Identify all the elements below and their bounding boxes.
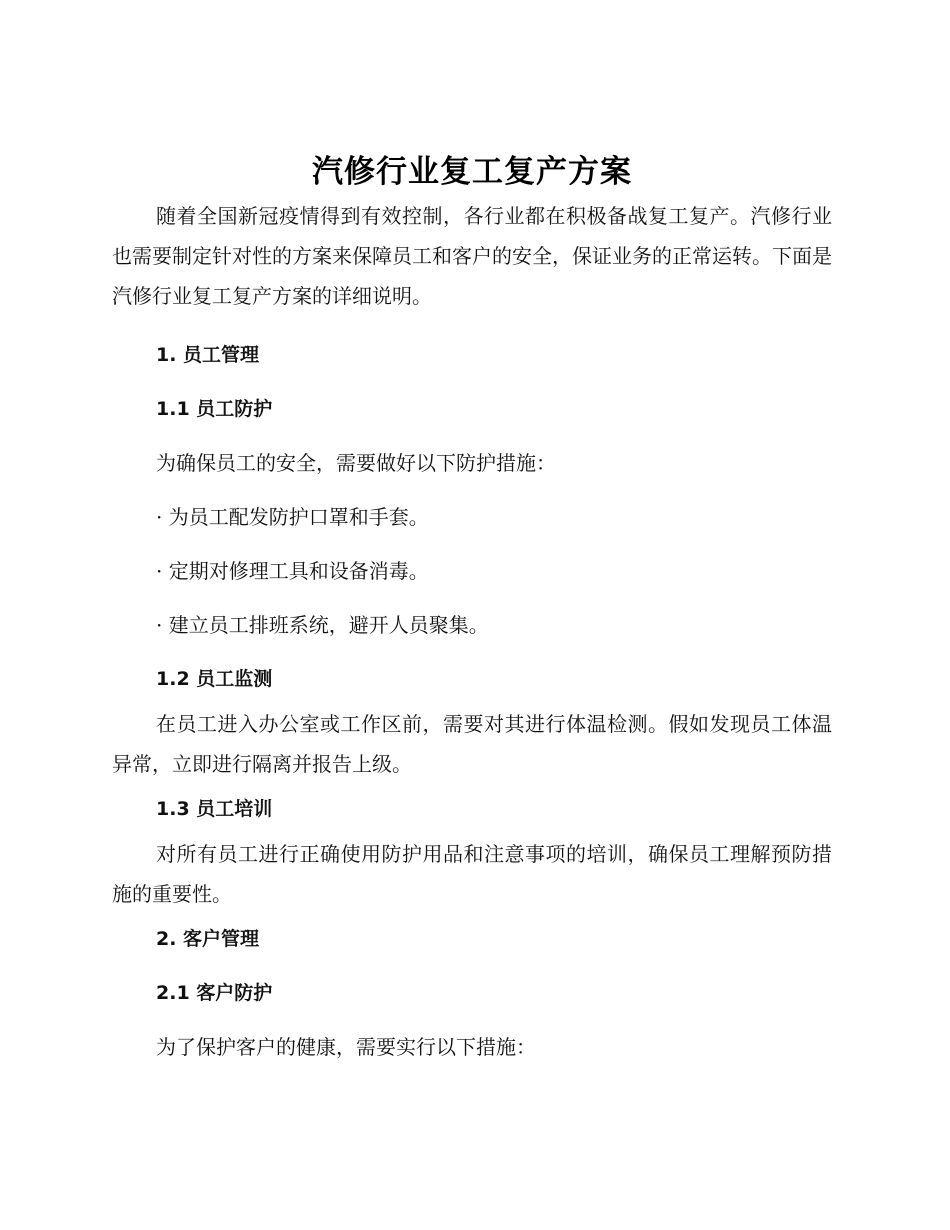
- section-1-3-text: 对所有员工进行正确使用防护用品和注意事项的培训，确保员工理解预防措施的重要性。: [112, 842, 832, 906]
- bullet-item: · 建立员工排班系统，避开人员聚集。: [156, 613, 489, 637]
- section-1-1-heading: 1.1 员工防护: [156, 398, 273, 420]
- section-2-heading: 2. 客户管理: [156, 928, 260, 950]
- bullet-item: · 为员工配发防护口罩和手套。: [156, 505, 429, 529]
- intro-paragraph: 随着全国新冠疫情得到有效控制，各行业都在积极备战复工复产。汽修行业也需要制定针对性的方案来保障员工和客户的安全，保证业务的正常运转。下面是汽修行业复工复产方案的详细说明。: [112, 204, 832, 308]
- section-2-1-lead: 为了保护客户的健康，需要实行以下措施：: [156, 1035, 536, 1059]
- section-1-heading: 1. 员工管理: [156, 344, 260, 366]
- document-title: 汽修行业复工复产方案: [312, 154, 632, 190]
- section-1-3-heading: 1.3 员工培训: [156, 798, 273, 820]
- document-page: [112, 148, 832, 1062]
- section-1-1-lead: 为确保员工的安全，需要做好以下防护措施：: [156, 451, 556, 475]
- section-1-2-heading: 1.2 员工监测: [156, 668, 273, 690]
- bullet-item: · 定期对修理工具和设备消毒。: [156, 559, 429, 583]
- section-1-2-text: 在员工进入办公室或工作区前，需要对其进行体温检测。假如发现员工体温异常，立即进行隔离并报告上级。: [112, 712, 832, 776]
- section-2-1-heading: 2.1 客户防护: [156, 982, 273, 1004]
